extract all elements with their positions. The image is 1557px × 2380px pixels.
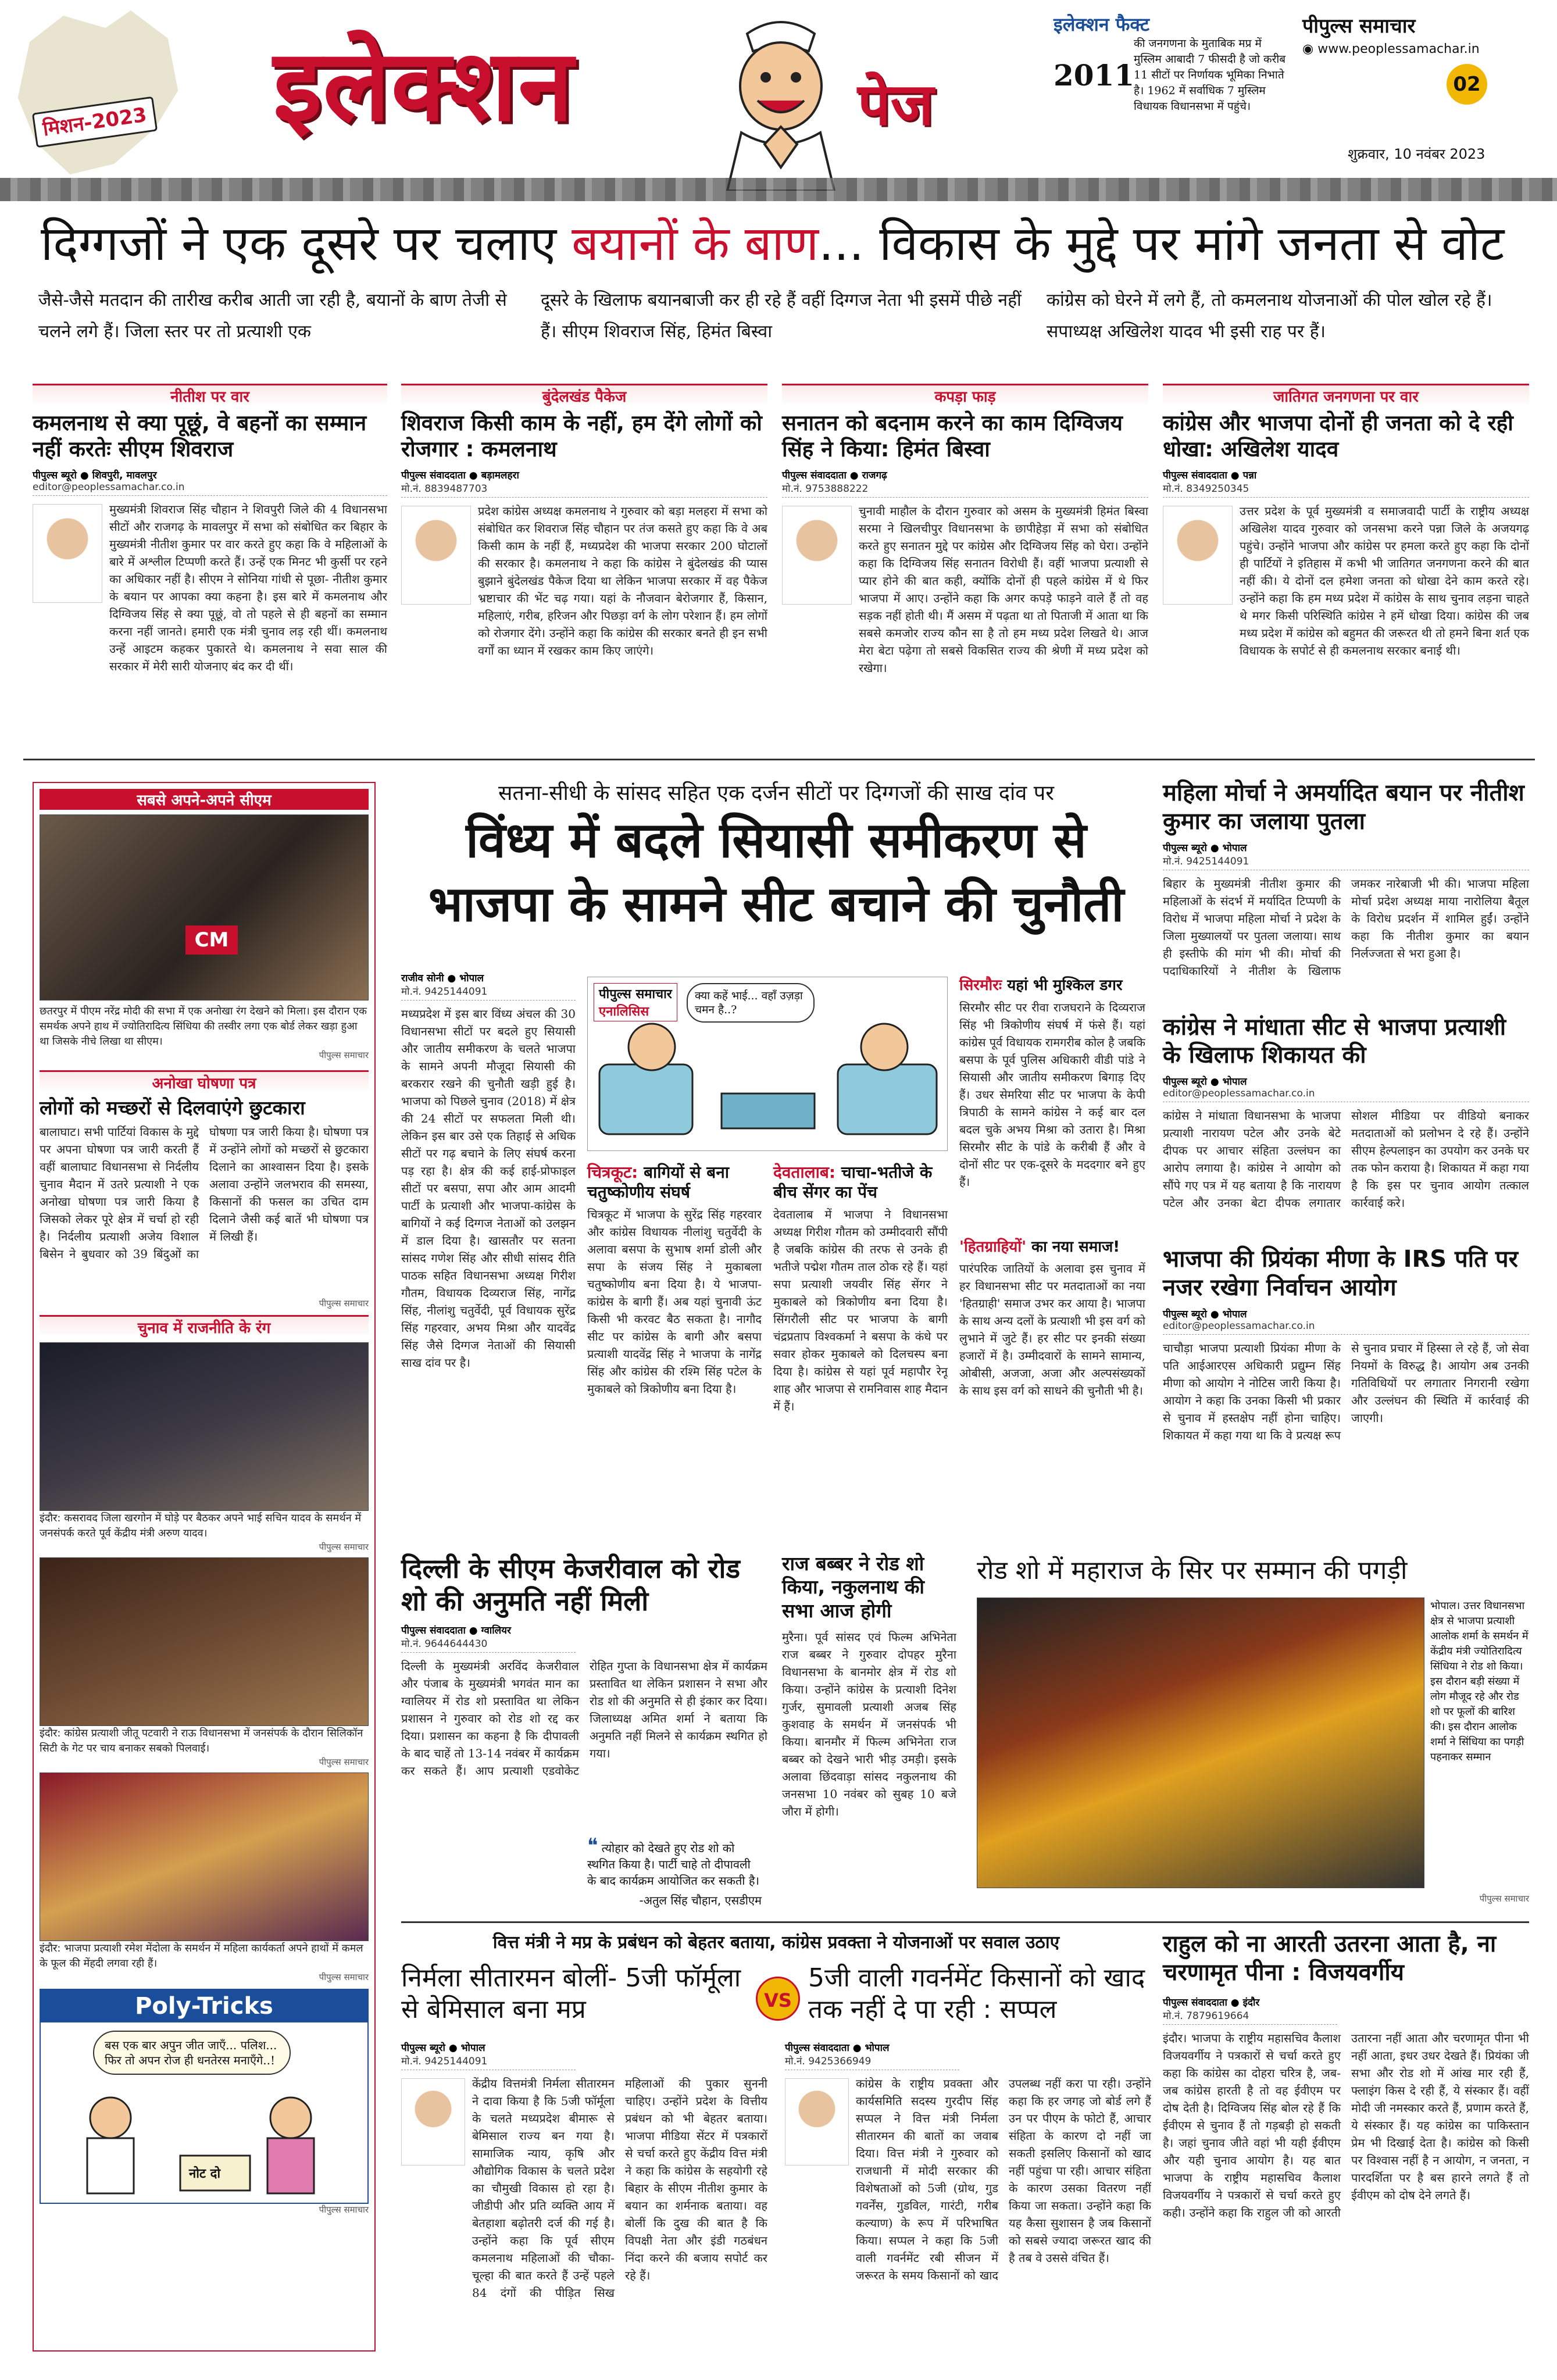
cartoon-bubble: क्या कहें भाई... वहाँ उज़ड़ा चमन है..? xyxy=(687,983,815,1023)
kejriwal-headline: दिल्ली के सीएम केजरीवाल को रोड शो की अनुमति नहीं मिली xyxy=(401,1553,740,1617)
vindhya-body: मध्यप्रदेश में इस बार विंध्य अंचल की 30 विधानसभा सीटों पर बदले हुए सियासी और जातीय समीकरण के चलते भाजपा के सामने अपनी मौजूदा सियासी की बरकरार रखने की चुनौती खड़ी हुई है। भाजपा को पिछले चुनाव (2018) में क्षेत्र की 24 सीटों पर सफलता मिली थी। लेकिन इस बार उसे एक तिहाई से अधिक सीटों पर गढ़ बचाने के लिए संघर्ष करना पड़ रहा है। क्षेत्र की कई हाई-प्रोफाइल सीटों पर बसपा, सपा और आम आदमी पार्टी के प्रत्याशी और भाजपा-कांग्रेस के बागियों ने कई दिग्गज नेताओं को उलझन में डाल दिया है। खासतौर पर सतना सांसद गणेश सिंह और सीधी सांसद रीति पाठक सहित विधानसभा अध्यक्ष गिरीश गौतम, विधायक दिव्यराज सिंह, नागेंद्र सिंह, नीलांशु चतुर्वेदी, पूर्व विधायक सुरेंद्र सिंह गहरवार, अभय मिश्रा और यादवेंद्र सिंह जैसे दिग्गज नेताओं की सियासी साख दांव पर है। xyxy=(401,1007,576,1370)
issue-date: शुक्रवार, 10 नवंबर 2023 xyxy=(1348,146,1485,162)
globe-icon: ◉ xyxy=(1302,42,1318,56)
rail-label-manifesto: अनोखा घोषणा पत्र xyxy=(40,1070,369,1093)
photo-credit: पीपुल्स समाचार xyxy=(319,1757,369,1768)
rail-label-colors: चुनाव में राजनीति के रंग xyxy=(40,1315,369,1338)
right-rail xyxy=(1163,779,1529,1535)
lead-headline-highlight: बयानों के बाण xyxy=(572,216,819,271)
kejriwal-story xyxy=(401,1552,767,1913)
pagdi-headline: रोड शो में महाराज के सिर पर सम्मान की पगड़ी xyxy=(977,1556,1408,1585)
akhilesh-photo xyxy=(1163,506,1233,605)
byline: पीपुल्स संवाददाता ● पन्ना मो.नं. 8349250345 xyxy=(1163,468,1529,498)
sappal-col xyxy=(785,2040,1151,2342)
page-number: 02 xyxy=(1447,64,1487,105)
scindia-pagdi-photo xyxy=(977,1598,1424,1888)
devtalab-head: देवतालाब: चाचा-भतीजे के बीच सेंगर का पेंच xyxy=(773,1163,933,1202)
photo-credit: पीपुल्स समाचार xyxy=(319,1050,369,1060)
left-rail xyxy=(33,782,376,2352)
headline: कांग्रेस और भाजपा दोनों ही जनता को दे रही धोखा: अखिलेश यादव xyxy=(1163,410,1513,462)
lead-intro-2: दूसरे के खिलाफ बयानबाजी कर ही रहे हैं वहीं दिग्गज नेता भी इसमें पीछे नहीं हैं। सीएम शिवराज सिंह, हिमंत बिस्वा xyxy=(541,290,1022,342)
analysis-tag: एनालिसिस xyxy=(599,1005,649,1019)
story-body: उत्तर प्रदेश के पूर्व मुख्यमंत्री व समाजवादी पार्टी के राष्ट्रीय अध्यक्ष अखिलेश यादव गुरुवार को जनसभा करने पन्ना जिले के अजयगढ़ पहुंचे। उन्होंने भाजपा और कांग्रेस पर हमला करते हुए कहा कि दोनों ही पार्टियों ने इतिहास में कभी भी जातिगत जनगणना करने की बात नहीं की। ये दोनों दल हमेशा जनता को धोखा देने काम करते रहे। उन्होंने कहा कि हम मध्य प्रदेश में कांग्रेस के साथ चुनाव लड़ना चाहते थे मगर किसी परिस्थिति कांग्रेस ने हमें धोखा दिया। कांग्रेस की जब मध्य प्रदेश में कांग्रेस को बहुमत की जरूरत थी तो हमने बिना शर्त एक विधायक के सपोर्ट से ही कमलनाथ सरकार बनाई थी। xyxy=(1240,504,1529,658)
byline: पीपुल्स ब्यूरो ● भोपाल editor@peoplessamachar.co.in xyxy=(1163,1307,1529,1335)
vindhya-left-col xyxy=(401,971,576,1493)
tea-caption: इंदौर: कांग्रेस प्रत्याशी जीतू पटवारी ने राऊ विधानसभा में जनसंपर्क के दौरान सिलिकॉन सिटी के गेट पर चाय बनाकर सबको पिलवाई। xyxy=(40,1727,363,1755)
sitharaman-body: केंद्रीय वित्तमंत्री निर्मला सीतारमन ने दावा किया है कि 5जी फॉर्मूला के चलते मध्यप्रदेश बीमारू से बेमिसाल राज्य बन गया है। सामाजिक न्याय, कृषि और औद्योगिक विकास के चलते प्रदेश का चौमुखी विकास हो रहा है। जीडीपी और प्रति व्यक्ति आय में बेतहाशा बढ़ोतरी दर्ज की गई है। उन्होंने कहा कि पूर्व सीएम कमलनाथ महिलाओं की चौका-चूल्हा की बात करते हैं उन्हें पहले 84 दंगों की पीड़ित सिख महिलाओं की पुकार सुननी चाहिए। उन्होंने प्रदेश के वित्तीय प्रबंधन को भी बेहतर बताया। भाजपा मीडिया सेंटर में पत्रकारों से चर्चा करते हुए केंद्रीय वित्त मंत्री ने कहा कि कांग्रेस के सहयोगी रहे बिहार के सीएम नीतीश कुमार के बयान का शर्मनाक बताया। वह बोलीं कि दुख की बात है कि विपक्षी नेता और इंडी गठबंधन निंदा करने की बजाय सपोर्ट कर रहे हैं। xyxy=(472,2077,767,2300)
pagdi-story xyxy=(977,1552,1529,1913)
vindhya-story xyxy=(401,779,1151,1535)
top-story-3 xyxy=(782,384,1148,750)
byline: पीपुल्स ब्यूरो ● भोपाल editor@peoplessamachar.co.in xyxy=(1163,1074,1529,1102)
quote-text: ❝ त्योहार को देखते हुए रोड शो को स्थगित किया है। पार्टी चाहे तो दीपावली के बाद कार्यक्रम आयोजित कर सकती है। xyxy=(587,1834,760,1888)
sitharaman-col xyxy=(401,2040,767,2342)
photo-credit: पीपुल्स समाचार xyxy=(1479,1893,1529,1904)
lead-intro-3: कांग्रेस को घेरने में लगे हैं, तो कमलनाथ योजनाओं की पोल खोल रहे हैं। सपाध्यक्ष अखिलेश यादव भी इसी राह पर हैं। xyxy=(1047,290,1492,342)
sirmour-body: सिरमौर सीट पर रीवा राजघराने के दिव्यराज सिंह भी त्रिकोणीय संघर्ष में फंसे हैं। यहां कांग्रेस पूर्व विधायक रामगरीब कोल है जबकि बसपा के पूर्व पुलिस अधिकारी वीडी पांडे ने सियासी और जातीय समीकरण बिगाड़ दिए हैं। उधर सेमरिया सीट पर भाजपा के केपी त्रिपाठी के सामने कांग्रेस ने कई बार दल बदल चुके अभय मिश्रा को उतारा है। मिश्रा सिरमौर सीट के पांडे के करीबी हैं और वे दोनों सीट पर एक-दूसरे के मददगार बने हुए हैं। xyxy=(959,1000,1145,1189)
mosquito-headline: लोगों को मच्छरों से दिलवाएंगे छुटकारा xyxy=(40,1096,305,1119)
byline: पीपुल्स ब्यूरो ● भोपाल मो.नं. 9425144091 xyxy=(401,2040,576,2070)
cm-caption: छतरपुर में पीएम नरेंद्र मोदी की सभा में एक अनोखा रंग देखने को मिला। इस दौरान एक समर्थक अपने हाथ में ज्योतिरादित्य सिंधिया की तस्वीर लगा एक बोर्ड लेकर खड़ा हुआ था जिसके नीचे लिखा था सीएम। xyxy=(40,1005,367,1048)
top-story-2 xyxy=(401,384,767,750)
top-story-1 xyxy=(33,384,387,750)
poly-tricks-title: Poly-Tricks xyxy=(41,1990,367,2022)
byline: पीपुल्स संवाददाता ● ग्वालियर मो.नं. 9644644430 xyxy=(401,1623,576,1653)
photo-credit: पीपुल्स समाचार xyxy=(319,1972,369,1983)
mosquito-body: बालाघाट। सभी पार्टियां विकास के मुद्दे पर अपना घोषणा पत्र जारी करती हैं वहीं बालाघाट विधानसभा से निर्दलीय चुनाव मैदान में उतरे प्रत्याशी ने एक अनोखा घोषणा पत्र जारी किया है जिसको लेकर पूरे क्षेत्र में चर्चा हो रही है। निर्दलीय प्रत्याशी अजेय विशाल बिसेन ने बुधवार को 39 बिंदुओं का घोषणा पत्र जारी किया है। घोषणा पत्र में उन्होंने लोगों को मच्छरों से छुटकारा दिलाने का आश्वासन दिया है। इसके अलावा उन्होंने जलभराव की समस्या, किसानों की फसल का उचित दाम दिलाने जैसी कई बातें भी घोषणा पत्र में लिखी हैं। xyxy=(40,1125,369,1262)
section-divider xyxy=(401,1921,1529,1923)
horse-campaign-photo xyxy=(40,1342,369,1511)
shivraj-photo xyxy=(33,504,102,603)
sirmour-sub xyxy=(959,977,1145,1486)
byline: पीपुल्स संवाददाता ● राजगढ़ मो.नं. 9753888222 xyxy=(782,468,1148,498)
rajbabbar-body: मुरैना। पूर्व सांसद एवं फिल्म अभिनेता राज बब्बर ने गुरुवार दोपहर मुरैना विधानसभा के बानमोर क्षेत्र में रोड शो किया। उन्होंने कांग्रेस के प्रत्याशी दिनेश गुर्जर, सुमावली प्रत्याशी अजब सिंह कुशवाह के समर्थन में जनसंपर्क भी किया। बानमौर में फिल्म अभिनेता राज बब्बर को देखने भारी भीड़ उमड़ी। इसके अलावा छिंदवाड़ा सांसद नकुलनाथ की जनसभा 10 नवंबर को सुबह 10 बजे जौरा में होगी। xyxy=(782,1629,956,1818)
byline: पीपुल्स ब्यूरो ● शिवपुरी, मावलपुर editor@peoplessamachar.co.in xyxy=(33,468,387,496)
story-body: चुनावी माहौल के दौरान गुरुवार को असम के मुख्यमंत्री हिमंत बिस्वा सरमा ने खिलचीपुर विधानसभा के छापीहेड़ा में सभा को संबोधित करते हुए सनातन मुद्दे पर कांग्रेस और दिग्विजय सिंह को घेरा। उन्होंने कहा कि दिग्विजय सिंह सनातन विरोधी हैं। वहीं भाजपा प्रत्याशी से प्यार होने की बात कही, क्योंकि दोनों ही पहले कांग्रेस में थे फिर भाजपा में आए। उन्होंने कहा कि अगर कपड़े फाड़ने वाले हैं तो वह सड़क नहीं होती थी। मैं असम में पढ़ता था तो पिताजी में आता था कि सबसे कमजोर राज्य कौन सा है तो हम मध्य प्रदेश लिखते थे। आज मेरा बेटा पढ़ेगा तो सबसे विकसित राज्य की श्रेणी में मध्य प्रदेश को रखेगा। xyxy=(859,504,1148,676)
sitharaman-photo xyxy=(401,2078,465,2165)
lead-intro-1: जैसे-जैसे मतदान की तारीख करीब आती जा रही है, बयानों के बाण तेजी से चलने लगे हैं। जिला स्तर पर तो प्रत्याशी एक xyxy=(38,290,507,342)
sappal-body: कांग्रेस के राष्ट्रीय प्रवक्ता और कार्यसमिति सदस्य गुरदीप सिंह सप्पल ने वित्त मंत्री निर्मला सीतारमन की बातों का जवाब दिया। वित्त मंत्री ने गुरुवार को राजधानी में मोदी सरकार की विशेषताओं को 5जी (ग्रोथ, गुड गवर्नेंस, गुडविल, गारंटी, गरीब कल्याण) के रूप में परिभाषित किया। सप्पल ने कहा कि 5जी वाली गवर्नमेंट रबी सीजन में जरूरत के समय किसानों को खाद उपलब्ध नहीं करा पा रही। उन्होंने कहा कि हर जगह जो बोर्ड लगे हैं उन पर पीएम के फोटो हैं, आचार संहिता के कारण दो नहीं जा सकती इसलिए किसानों को खाद नहीं पहुंचा पा रही। आचार संहिता के कारण उसका वितरण नहीं किया जा सकता। उन्होंने कहा कि यह कैसा सुशासन है जब किसानों को सबसे ज्यादा जरूरत खाद की है तब वे उससे वंचित हैं। xyxy=(856,2077,1151,2282)
himanta-photo xyxy=(782,506,852,605)
story-body: प्रदेश कांग्रेस अध्यक्ष कमलनाथ ने गुरुवार को बड़ा मलहरा में सभा को संबोधित कर शिवराज सिंह चौहान पर तंज कसते हुए कहा कि वे अब किसी काम के नहीं हैं, मध्यप्रदेश की भाजपा सरकार 200 घोटालों की सरकार है। कमलनाथ ने कहा कि कांग्रेस ने बुंदेलखंड की प्यास बुझाने बुंदेलखंड पैकेज दिया था लेकिन भाजपा सरकार में वह पैकेज भ्रष्टाचार की भेंट चढ़ गया। यहां के नौजवान बेरोजगार हैं, किसान, महिलाएं, गरीब, हरिजन और पिछड़ा वर्ग के लोग परेशान हैं। हम लोगों को रोजगार देंगे। उन्होंने कहा कि कांग्रेस की सरकार बनते ही इन सभी वर्गों का ध्यान में रखकर काम किए जाएंगे। xyxy=(478,504,767,658)
headline: कमलनाथ से क्या पूछूं, वे बहनों का सम्मान नहीं करतेः सीएम शिवराज xyxy=(33,410,367,462)
mandhata-body: कांग्रेस ने मांधाता विधानसभा के भाजपा प्रत्याशी नारायण पटेल और उनके बेटे दीपक पर आचार संहिता उल्लंघन का आरोप लगाया है। कांग्रेस ने आयोग को सौंपे गए पत्र में यह बताया है कि नारायण पटेल और उनका बेटा दीपक लगातार सोशल मीडिया पर वीडियो बनाकर मतदाताओं को प्रलोभन दे रहे हैं। उन्होंने सीएम हेल्पलाइन का उपयोग कर उनके घर तक फोन कराया है। शिकायत में कहा गया है कि इस पर चुनाव आयोग तत्काल कार्रवाई करे। xyxy=(1163,1109,1529,1210)
sdm-quote xyxy=(587,1834,762,1908)
mascot-caricature xyxy=(706,10,855,191)
devtalab-body: देवतालाब में भाजपा ने विधानसभा अध्यक्ष गिरीश गौतम को उम्मीदवारी सौंपी है जबकि कांग्रेस की तरफ से उनके ही भतीजे पद्मेश गौतम ताल ठोक रहे हैं। यहां सपा प्रत्याशी जयवीर सिंह सेंगर ने मुकाबले को त्रिकोणीय बना दिया है। सिंगरौली सीट पर भाजपा के बागी चंद्रप्रताप विश्वकर्मा ने बसपा के कंधे पर सवार होकर मुकाबले को दिलचस्प बना दिया है। कांग्रेस से यहां पूर्व महापौर रेनू शाह और भाजपा से रामनिवास शाह मैदान में हैं। xyxy=(773,1207,948,1414)
sappal-photo xyxy=(785,2078,849,2165)
analysis-brand-name: पीपुल्स समाचार xyxy=(599,987,672,1002)
vindhya-headline-1: विंध्य में बदले सियासी समीकरण से xyxy=(466,812,1087,869)
kicker: बुंदेलखंड पैकेज xyxy=(401,384,767,406)
versus-section xyxy=(401,1930,1151,2360)
tea-stall-photo xyxy=(40,1557,369,1726)
fact-text: की जनगणना के मुताबिक मप्र में मुस्लिम आबादी 7 फीसदी है जो करीब 11 सीटों पर निर्णायक भूमिका निभाते है। 1962 में सर्वाधिक 7 मुस्लिम विधायक विधानसभा में पहुंचे। xyxy=(1134,37,1286,113)
rail-label-cm: सबसे अपने-अपने सीएम xyxy=(40,789,369,810)
horse-caption: इंदौर: कसरावद जिला खरगोन में घोड़े पर बैठकर अपने भाई सचिन यादव के समर्थन में जनसंपर्क करते पूर्व केंद्रीय मंत्री अरुण यादव। xyxy=(40,1512,362,1540)
rahul-headline: राहुल को ना आरती उतरना आता है, ना चरणामृत पीना : विजयवर्गीय xyxy=(1163,1931,1497,1986)
election-title: इलेक्शन xyxy=(273,28,574,144)
fact-year: 2011 xyxy=(1054,58,1135,92)
rahul-body: इंदौर। भाजपा के राष्ट्रीय महासचिव कैलाश विजयवर्गीय ने पत्रकारों से चर्चा करते हुए कहा कि कांग्रेस का दोहरा चरित्र है, जब-जब कांग्रेस हारती है तो वह ईवीएम पर दोष देती है। दिग्विजय सिंह बोल रहे हैं कि ईवीएम से चुनाव हैं तो गड़बड़ी हो सकती है। जहां चुनाव जीते वहां भी यही ईवीएम और यही चुनाव आयोग है। यह बात भाजपा के राष्ट्रीय महासचिव कैलाश विजयवर्गीय ने पत्रकारों से चर्चा करते हुए कही। उन्होंने कहा कि राहुल जी को आरती उतारना नहीं आता और चरणामृत पीना भी नहीं आता, इधर उधर देखते हैं। प्रियंका जी सभा और रोड शो में आंख मार रही हैं, फ्लाइंग किस दे रही हैं, ये संस्कार हैं। वहीं मोदी जी नमस्कार करते हैं, प्रणाम करते हैं, ये संस्कार हैं। यह कांग्रेस का पाकिस्तान प्रेम भी दिखाई देता है। कांग्रेस को किसी पर विश्वास नहीं है न आयोग, न जनता, न पारदर्शिता पर है बस हारने लगते हैं तो ईवीएम को दोष देने लगते हैं। xyxy=(1163,2031,1529,2220)
fact-label: इलेक्शन फैक्ट xyxy=(1054,13,1149,35)
quote-icon: ❝ xyxy=(587,1834,598,1858)
lead-headline xyxy=(41,209,1529,279)
masthead xyxy=(0,0,1557,201)
lead-headline-part2: ... विकास के मुद्दे पर मांगे जनता से वोट xyxy=(819,216,1505,271)
photo-credit: पीपुल्स समाचार xyxy=(319,2204,369,2215)
hitgrahi-head: 'हितग्राहियों' का नया समाज! xyxy=(959,1238,1120,1256)
rajbabbar-story xyxy=(782,1552,956,1913)
poly-bubble: बस एक बार अपुन जीत जाएँ... पलिश... फिर तो अपन रोज ही धनतेरस मनाएँगे..! xyxy=(93,2031,291,2075)
poly-tricks-cartoon xyxy=(40,1989,369,2204)
vs-badge: VS xyxy=(756,1977,800,2021)
page-title: पेज xyxy=(858,70,934,138)
mehndi-caption: इंदौर: भाजपा प्रत्याशी रमेश मेंदोला के समर्थन में महिला कार्यकर्ता अपने हाथों में कमल के फूल की मेंहदी लगवा रही हैं। xyxy=(40,1942,363,1970)
mascot-drawing xyxy=(706,10,855,191)
hitgrahi-body: पारंपरिक जातियों के अलावा इस चुनाव में हर विधानसभा सीट पर मतदाताओं का नया 'हितग्राही' समाज उभर कर आया है। भाजपा के साथ अन्य दलों के प्रत्याशी भी इस वर्ग को लुभाने में जुटे हैं। हर सीट पर इनकी संख्या हजारों में है। उम्मीदवारों के सामने सामान्य, ओबीसी, अजजा, अजा और अल्पसंख्यकों के साथ इस वर्ग को साधने की चुनौती भी है। xyxy=(959,1262,1145,1398)
rajbabbar-headline: राज बब्बर ने रोड शो किया, नकुलनाथ की सभा आज होगी xyxy=(782,1552,924,1622)
cm-sign: CM xyxy=(185,925,238,955)
cm-board-photo xyxy=(40,814,369,1000)
chitrakoot-sub xyxy=(587,1163,762,1485)
pagdi-caption: भोपाल। उत्तर विधानसभा क्षेत्र से भाजपा प्रत्याशी आलोक शर्मा के समर्थन में केंद्रीय मंत्री ज्योतिरादित्य सिंधिया ने रोड शो किया। इस दौरान बड़ी संख्या में लोग मौजूद रहे और रोड शो पर फूलों की बारिश की। इस दौरान आलोक शर्मा ने सिंधिया का पगड़ी पहनाकर सम्मान xyxy=(1430,1600,1529,1763)
vindhya-kicker: सतना-सीधी के सांसद सहित एक दर्जन सीटों पर दिग्गजों की साख दांव पर xyxy=(498,781,1054,805)
chitrakoot-body: चित्रकूट में भाजपा के सुरेंद्र सिंह गहरवार और कांग्रेस विधायक नीलांशु चतुर्वेदी के अलावा बसपा के सुभाष शर्मा डोली और सपा के संजय सिंह ने मुकाबला चतुष्कोणीय बना दिया है। ये भाजपा-कांग्रेस के बागी हैं। अब यहां चुनावी ऊंट किसी भी करवट बैठ सकता है। नागौद सीट पर कांग्रेस के बागी और बसपा प्रत्याशी यादवेंद्र सिंह ने भाजपा के नागेंद्र सिंह और कांग्रेस की रश्मि सिंह पटेल के मुकाबले को त्रिकोणीय बना दिया है। xyxy=(587,1207,762,1396)
sirmour-head: सिरमौरः यहां भी मुश्किल डगर xyxy=(959,977,1123,994)
website-url: www.peoplessamachar.in xyxy=(1317,42,1480,56)
photo-credit: पीपुल्स समाचार xyxy=(319,1542,369,1553)
effigy-headline: महिला मोर्चा ने अमर्यादित बयान पर नीतीश कुमार का जलाया पुतला xyxy=(1163,780,1524,835)
quote-attribution: -अतुल सिंह चौहान, एसडीएम xyxy=(639,1893,762,1908)
section-divider xyxy=(23,759,1535,760)
irs-headline: भाजपा की प्रियंका मीणा के IRS पति पर नजर रखेगा निर्वाचन आयोग xyxy=(1163,1246,1518,1301)
sitharaman-headline: निर्मला सीतारमन बोलीं- 5जी फॉर्मूला से बेमिसाल बना मप्र xyxy=(401,1963,741,2024)
kicker: कपड़ा फाड़ xyxy=(782,384,1148,406)
lead-headline-part1: दिग्गजों ने एक दूसरे पर चलाए xyxy=(41,216,572,271)
byline: पीपुल्स संवाददाता ● बड़ामलहरा मो.नं. 8839487703 xyxy=(401,468,767,498)
note-sign: नोट दो xyxy=(189,2167,221,2182)
mission-badge: मिशन-2023 xyxy=(32,97,158,148)
brand-name: पीपुल्स समाचार xyxy=(1302,15,1416,38)
devtalab-sub xyxy=(773,1163,948,1485)
rahul-story xyxy=(1163,1930,1529,2360)
story-body: मुख्यमंत्री शिवराज सिंह चौहान ने शिवपुरी जिले की 4 विधानसभा सीटों और राजगढ़ के मावलपुर में सभा को संबोधित कर बिहार के मुख्यमंत्री नीतीश कुमार पर वार करते हुए कहा कि वे महिलाओं के बारे में अश्लील टिप्पणी करते हैं। उन्हें एक मिनट भी कुर्सी पर रहने का अधिकार नहीं है। सीएम ने सोनिया गांधी से पूछा- नीतीश कुमार के बयान पर आपका क्या कहना है। इस बारे में कमलनाथ और दिग्विजय सिंह से क्या पूछूं, वो तो पहले से ही बहनों का सम्मान करना नहीं जानते। हमारी एक मंत्री चुनाव लड़ रही थीं। कमलनाथ उन्हें आइटम कहकर पुकारते थे। कमलनाथ ने सवा साल की सरकार में मेरी सारी योजनाए बंद कर दी थीं। xyxy=(109,502,387,674)
top-story-4 xyxy=(1163,384,1529,750)
kicker: जातिगत जनगणना पर वार xyxy=(1163,384,1529,406)
analysis-brand xyxy=(594,983,677,1021)
headline: सनातन को बदनाम करने का काम दिग्विजय सिंह ने किया: हिमंत बिस्वा xyxy=(782,410,1123,462)
kicker: नीतीश पर वार xyxy=(33,384,387,406)
masthead-crowd-strip xyxy=(0,178,1557,201)
website xyxy=(1302,42,1480,56)
sappal-headline: 5जी वाली गवर्नमेंट किसानों को खाद तक नहीं दे पा रही : सप्पल xyxy=(808,1963,1145,2024)
kejriwal-body: दिल्ली के मुख्यमंत्री अरविंद केजरीवाल और पंजाब के मुख्यमंत्री भगवंत मान का ग्वालियर में रोड शो प्रस्तावित था लेकिन प्रशासन ने गुरुवार को रोड शो रद्द कर दिया। प्रशासन का कहना है कि दीपावली के बाद चाहें तो 13-14 नवंबर में कार्यक्रम कर सकते हैं। आप प्रत्याशी एडवोकेट रोहित गुप्ता के विधानसभा क्षेत्र में कार्यक्रम प्रस्तावित था लेकिन प्रशासन ने सभा और रोड शो की अनुमति से ही इंकार कर दिया। जिलाध्यक्ष अमित शर्मा ने बताया कि अनुमति नहीं मिलने से कार्यक्रम स्थगित हो गया। xyxy=(401,1659,767,1778)
kamalnath-photo xyxy=(401,506,471,605)
mp-map-graphic xyxy=(13,7,181,181)
byline: पीपुल्स संवाददाता ● इंदौर मो.नं. 7879619664 xyxy=(1163,1995,1337,2025)
byline: पीपुल्स संवाददाता ● भोपाल मो.नं. 9425366949 xyxy=(785,2040,959,2070)
photo-credit: पीपुल्स समाचार xyxy=(319,1298,369,1309)
byline: पीपुल्स ब्यूरो ● भोपाल मो.नं. 9425144091 xyxy=(1163,841,1529,870)
irs-body: चाचौड़ा भाजपा प्रत्याशी प्रियंका मीणा के पति आईआरएस अधिकारी प्रद्युम्न सिंह मीणा को आयोग ने नोटिस जारी किया है। आयोग ने कहा कि उनका किसी भी प्रकार से चुनाव में हस्तक्षेप नहीं होना चाहिए। शिकायत में कहा गया था कि वे प्रत्यक्ष रूप से चुनाव प्रचार में हिस्सा ले रहे हैं, जो सेवा नियमों के विरुद्ध है। आयोग अब उनकी गतिविधियों पर लगातार निगरानी रखेगा और उल्लंघन की स्थिति में कार्रवाई की जाएगी। xyxy=(1163,1341,1529,1442)
vindhya-headline-2: भाजपा के सामने सीट बचाने की चुनौती xyxy=(428,875,1124,932)
chitrakoot-head: चित्रकूट: बागियों से बना चतुष्कोणीय संघर्ष xyxy=(587,1163,730,1202)
byline: राजीव सोनी ● भोपाल मो.नं. 9425144091 xyxy=(401,971,576,1000)
analysis-cartoon xyxy=(587,977,948,1151)
effigy-body: बिहार के मुख्यमंत्री नीतीश कुमार की महिलाओं के संदर्भ में मर्यादित टिप्पणी के विरोध में भाजपा महिला मोर्चा ने प्रदेश के जिला मुख्यालयों पर पुतला जलाया। साथ ही इस्तीफे की मांग भी की। मोर्चा की पदाधिकारियों ने नीतीश के खिलाफ जमकर नारेबाजी भी की। भाजपा महिला मोर्चा प्रदेश अध्यक्ष माया नारोलिया बैतूल के विरोध प्रदर्शन में शामिल हुईं। उन्होंने कहा कि नीतीश कुमार का बयान निर्लज्जता से भरा हुआ है। xyxy=(1163,876,1529,978)
headline: शिवराज किसी काम के नहीं, हम देंगे लोगों को रोजगार : कमलनाथ xyxy=(401,410,762,462)
versus-kicker: वित्त मंत्री ने मप्र के प्रबंधन को बेहतर बताया, कांग्रेस प्रवक्ता ने योजनाओं पर सवाल उठाए xyxy=(492,1932,1060,1953)
mandhata-headline: कांग्रेस ने मांधाता सीट से भाजपा प्रत्याशी के खिलाफ शिकायत की xyxy=(1163,1013,1506,1069)
mehndi-photo xyxy=(40,1773,369,1941)
